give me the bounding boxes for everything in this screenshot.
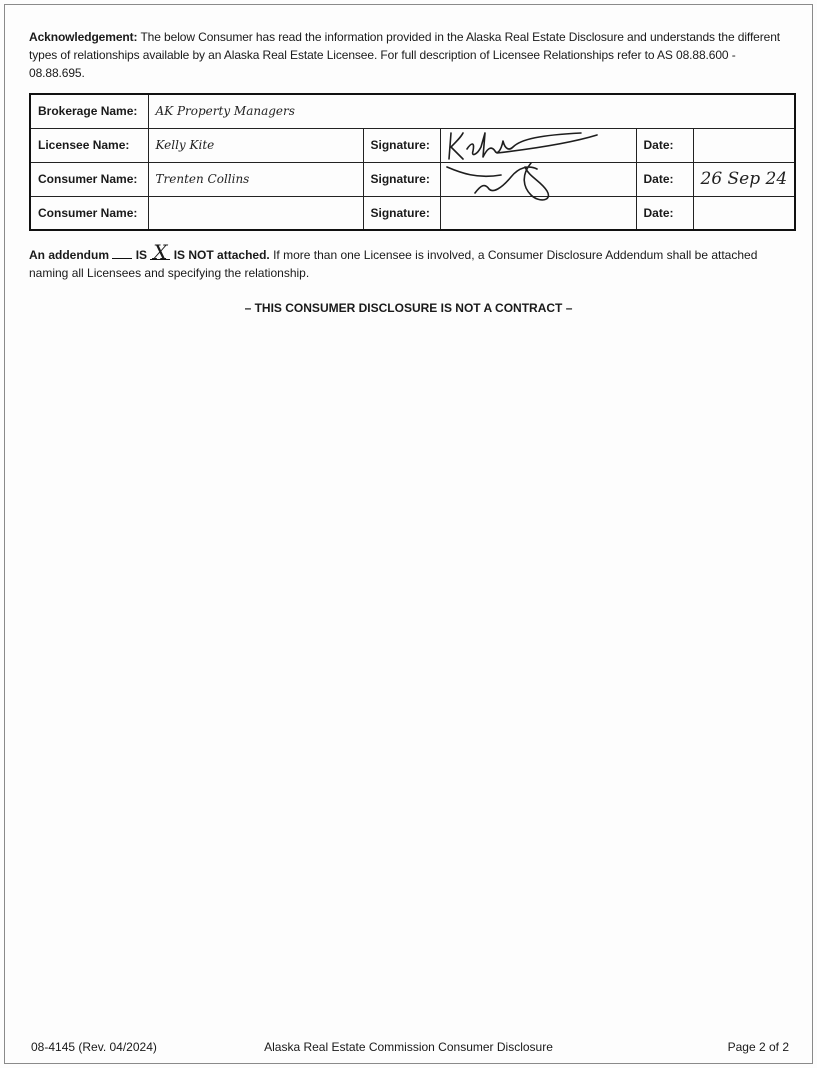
consumer-signature-label-1: Signature: <box>363 162 440 196</box>
licensee-date-label: Date: <box>636 128 693 162</box>
addendum-is-blank[interactable] <box>112 247 132 259</box>
consumer-signature-image <box>441 163 637 197</box>
consumer-date-label-1: Date: <box>636 162 693 196</box>
disclosure-form-table <box>29 93 796 231</box>
acknowledgement-text: The below Consumer has read the information provided in the Alaska Real Estate Disclosure and understands the different types of relationships available by an Alaska Real Estate Licensee. For full description of Licensee Relationships refer to AS 08.88.600 - 08.88.695. <box>29 30 781 80</box>
consumer-row-1 <box>30 162 795 196</box>
consumer-date-field-2[interactable] <box>693 196 795 230</box>
acknowledgement-paragraph <box>29 28 794 82</box>
addendum-is-not-mark[interactable]: X <box>150 246 170 260</box>
licensee-name-field[interactable]: Kelly Kite <box>148 128 363 162</box>
licensee-row <box>30 128 795 162</box>
licensee-name-label: Licensee Name: <box>30 128 148 162</box>
licensee-signature-image <box>441 129 637 163</box>
not-a-contract-notice: – THIS CONSUMER DISCLOSURE IS NOT A CONTRACT – <box>244 301 573 315</box>
consumer-date-label-2: Date: <box>636 196 693 230</box>
acknowledgement-label: Acknowledgement: <box>29 30 138 44</box>
consumer-date-field-1[interactable]: 26 Sep 24 <box>693 162 795 196</box>
consumer-name-label-1: Consumer Name: <box>30 162 148 196</box>
consumer-name-label-2: Consumer Name: <box>30 196 148 230</box>
consumer-row-2 <box>30 196 795 230</box>
addendum-is-label: IS <box>135 248 148 262</box>
addendum-prefix: An addendum <box>29 248 109 262</box>
addendum-text: If more than one Licensee is involved, a Consumer Disclosure Addendum shall be attached naming all Licensees and specifying the relationship. <box>29 248 758 280</box>
brokerage-name-label: Brokerage Name: <box>30 94 148 128</box>
consumer-signature-field-2[interactable] <box>440 196 636 230</box>
footer-form-number: 08-4145 (Rev. 04/2024) <box>31 1040 157 1054</box>
footer-page-number: Page 2 of 2 <box>727 1040 789 1054</box>
consumer-signature-label-2: Signature: <box>363 196 440 230</box>
licensee-date-field[interactable] <box>693 128 795 162</box>
addendum-is-not-label: IS NOT attached. <box>173 248 270 262</box>
licensee-signature-label: Signature: <box>363 128 440 162</box>
addendum-paragraph <box>29 240 794 282</box>
footer-title: Alaska Real Estate Commission Consumer Disclosure <box>264 1040 553 1054</box>
consumer-name-field-2[interactable] <box>148 196 363 230</box>
licensee-signature-field[interactable] <box>440 128 636 162</box>
brokerage-name-field[interactable]: AK Property Managers <box>148 94 795 128</box>
consumer-name-field-1[interactable]: Trenten Collins <box>148 162 363 196</box>
consumer-signature-field-1[interactable] <box>440 162 636 196</box>
brokerage-row <box>30 94 795 128</box>
